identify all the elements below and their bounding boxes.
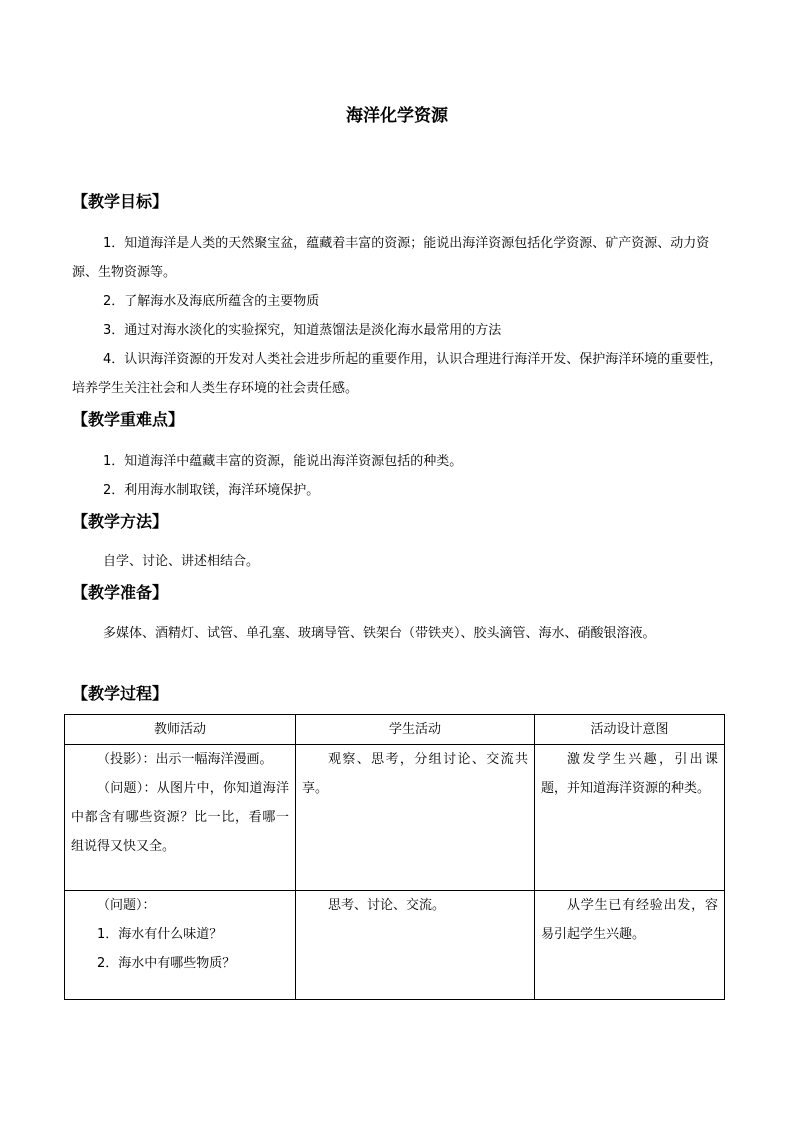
methods-text: 自学、讨论、讲述相结合。 xyxy=(103,554,260,569)
key-point-item-2: 2．利用海水制取镁，海洋环境保护。 xyxy=(103,483,320,498)
table-header-row xyxy=(65,715,725,745)
objective-item-1: 1．知道海洋是人类的天然聚宝盆，蕴藏着丰富的资源；能说出海洋资源包括化学资源、矿产资源、动力资源、生物资源等。 xyxy=(72,236,710,280)
student-activity-text: 思考、讨论、交流。 xyxy=(328,898,446,913)
methods-heading: 【教学方法】 xyxy=(72,512,169,531)
preparation-heading: 【教学准备】 xyxy=(72,583,169,602)
column-header-student: 学生活动 xyxy=(296,715,535,745)
key-points-heading: 【教学重难点】 xyxy=(72,410,185,429)
teacher-activity-cell xyxy=(65,745,296,891)
student-activity-cell xyxy=(296,745,535,891)
table-row xyxy=(65,891,725,1000)
teacher-activity-line: 2．海水中有哪些物质？ xyxy=(97,956,236,971)
teacher-activity-line: （投影）：出示一幅海洋漫画。 xyxy=(97,752,273,767)
objective-item-4: 4．认识海洋资源的开发对人类社会进步所起的重要作用，认识合理进行海洋开发、保护海洋环境的重要性，培养学生关注社会和人类生存环境的社会责任感。 xyxy=(72,352,723,396)
column-header-intent: 活动设计意图 xyxy=(535,715,725,745)
design-intent-text: 激发学生兴趣，引出课题，并知道海洋资源的种类。 xyxy=(541,752,718,796)
table-row xyxy=(65,745,725,891)
design-intent-cell xyxy=(535,745,725,891)
column-header-teacher: 教师活动 xyxy=(65,715,296,745)
document-title: 海洋化学资源 xyxy=(346,106,448,126)
teacher-activity-line: 1．海水有什么味道？ xyxy=(97,927,223,942)
design-intent-cell xyxy=(535,891,725,1000)
teacher-activity-line: （问题）： xyxy=(97,898,156,913)
student-activity-text: 观察、思考，分组讨论、交流共享。 xyxy=(302,752,528,796)
student-activity-cell xyxy=(296,891,535,1000)
teacher-activity-cell xyxy=(65,891,296,1000)
teacher-activity-line: （问题）：从图片中，你知道海洋中都含有哪些资源？比一比，看哪一组说得又快又全。 xyxy=(71,781,289,854)
process-heading: 【教学过程】 xyxy=(72,684,169,703)
design-intent-text: 从学生已有经验出发，容易引起学生兴趣。 xyxy=(541,898,718,942)
objectives-heading: 【教学目标】 xyxy=(72,192,169,211)
objective-item-3: 3．通过对海水淡化的实验探究，知道蒸馏法是淡化海水最常用的方法 xyxy=(103,323,502,338)
key-point-item-1: 1．知道海洋中蕴藏丰富的资源，能说出海洋资源包括的种类。 xyxy=(103,454,463,469)
process-table xyxy=(64,714,725,1000)
objective-item-2: 2．了解海水及海底所蕴含的主要物质 xyxy=(103,294,320,309)
preparation-text: 多媒体、酒精灯、试管、单孔塞、玻璃导管、铁架台（带铁夹）、胶头滴管、海水、硝酸银溶液。 xyxy=(103,626,656,641)
